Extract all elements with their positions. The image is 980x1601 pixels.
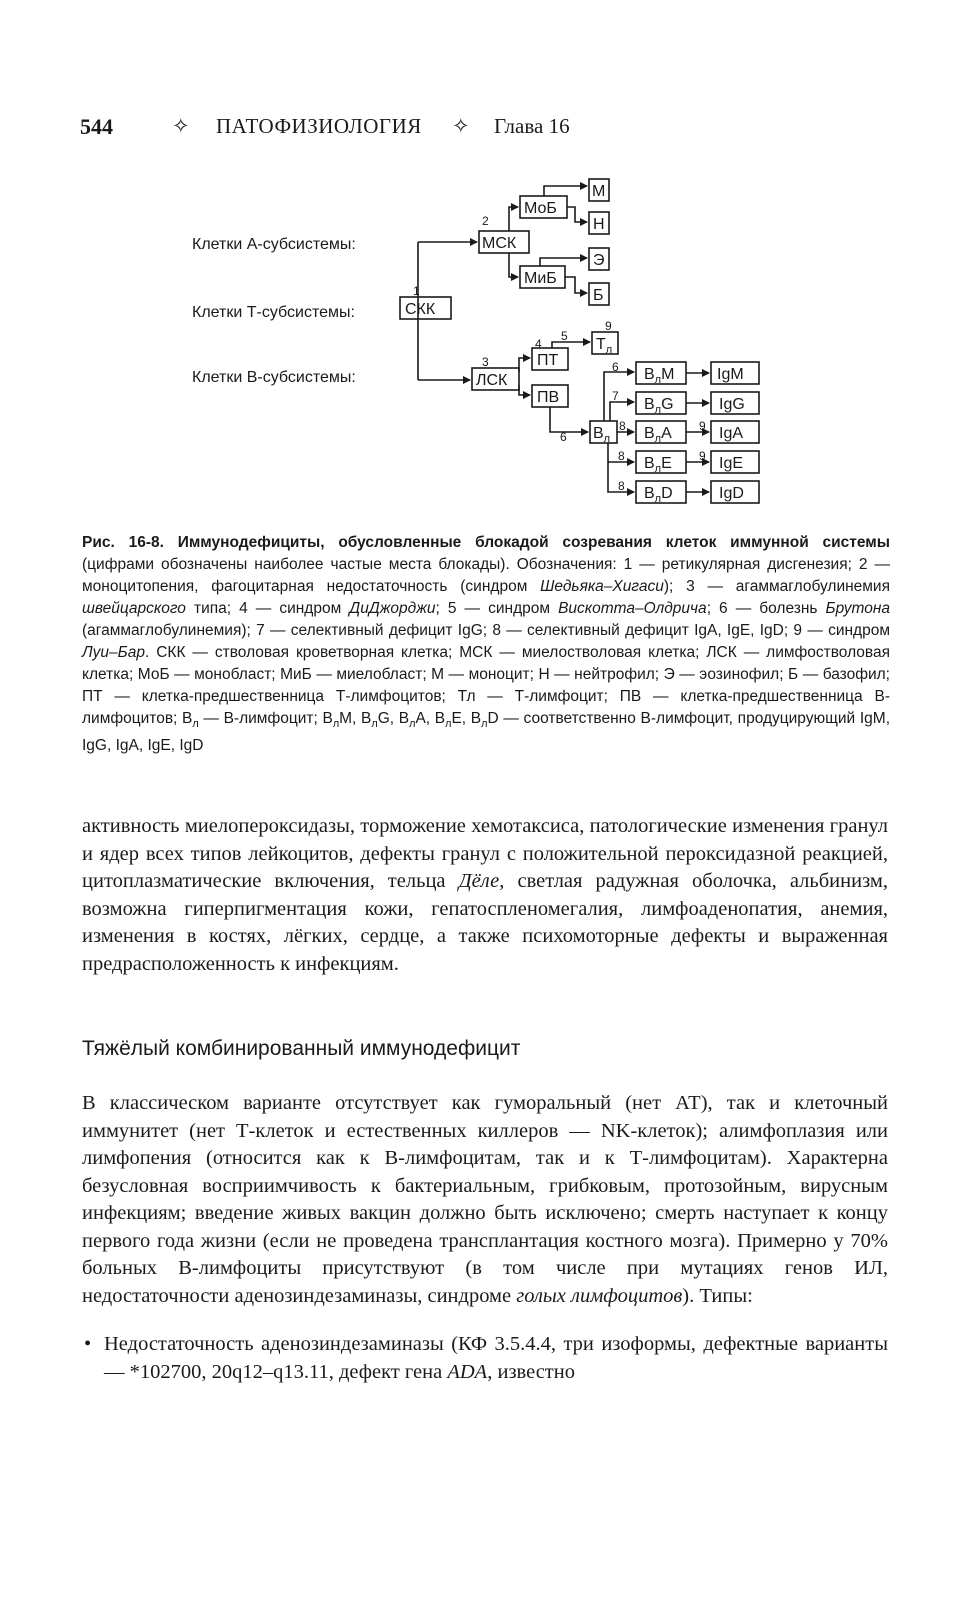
node-msk: МСК [482, 235, 517, 252]
node-lsk: ЛСК [476, 372, 508, 389]
node-igm: IgM [717, 366, 744, 383]
paragraph-italic: голых лимфоцитов [516, 1284, 683, 1307]
header-separator: ✧ [172, 114, 190, 138]
bullet-icon: • [84, 1333, 92, 1355]
caption-text: D — соответственно В-лимфоцит, продуцирующий IgM, IgG, IgA, IgE, IgD [82, 710, 891, 755]
block-number: 8 [618, 479, 625, 493]
node-pt: ПТ [537, 352, 559, 369]
block-number: 1 [413, 284, 420, 298]
caption-italic: Шедьяка–Хигаси [540, 578, 664, 595]
block-number: 6 [612, 360, 619, 374]
node-skk: СКК [405, 301, 436, 318]
caption-italic: швейцарского [82, 600, 186, 617]
row-label-t: Клетки Т-субсистемы: [192, 304, 355, 321]
book-title: ПАТОФИЗИОЛОГИЯ [216, 114, 422, 138]
caption-italic: Брутона [825, 600, 890, 617]
node-igd: IgD [719, 485, 744, 502]
block-number: 8 [618, 449, 625, 463]
block-number: 8 [619, 419, 626, 433]
node-b: Б [593, 287, 604, 304]
block-number: 3 [482, 355, 489, 369]
list-item-text: Недостаточность аденозиндезаминазы (КФ 3.5.4.4, три изоформы, дефектные варианты — *102700, 20q12–q13.11, дефект гена [104, 1333, 888, 1383]
subscript: л [371, 718, 378, 731]
caption-text: A, В [415, 710, 446, 727]
block-number: 6 [560, 430, 567, 444]
caption-text: (агаммаглобулинемия); 7 — селективный дефицит IgG; 8 — селективный дефицит IgA, IgE, IgD; 9 — синдром [82, 622, 890, 639]
caption-title: Рис. 16-8. Иммунодефициты, обусловленные блокадой созревания клеток иммунной системы [82, 534, 890, 551]
section-heading: Тяжёлый комбинированный иммунодефицит [82, 1037, 521, 1060]
node-m: М [592, 183, 606, 200]
caption-text: E, В [451, 710, 482, 727]
subscript: л [481, 718, 488, 731]
immune-maturation-diagram [0, 170, 980, 510]
caption-text: ; 5 — синдром [435, 600, 559, 617]
node-blm: $В_лM$ [644, 366, 675, 386]
node-bld: $В_лD$ [644, 485, 673, 505]
node-pv: ПВ [537, 389, 560, 406]
node-blg: $В_лG$ [644, 396, 674, 416]
figure-caption [82, 532, 890, 757]
block-number: 9 [605, 319, 612, 333]
body-paragraph [82, 813, 888, 978]
caption-text: ); 3 — агаммаглобулинемия [663, 578, 890, 595]
node-bl: $В_л$ [593, 425, 611, 445]
paragraph-text: активность миелопероксидазы, торможение хемотаксиса, патологические изменения гранул и ядер всех типов лейкоцитов, дефекты гранул с положительной пероксидазной реакцией, цитоплазматические включения, тельца [82, 815, 888, 892]
page-number: 544 [80, 114, 113, 139]
block-number: 5 [561, 329, 568, 343]
body-paragraph [82, 1090, 888, 1310]
caption-italic: ДиДжорджи [349, 600, 436, 617]
paragraph-italic: Дёле [458, 870, 500, 892]
block-number: 2 [482, 214, 489, 228]
caption-text: типа; 4 — синдром [185, 600, 350, 617]
block-number: 9 [699, 449, 706, 463]
caption-text: G, В [377, 710, 410, 727]
node-bla: $В_лA$ [644, 425, 672, 445]
paragraph-text: , светлая радужная оболочка, альбинизм, возможна гиперпигментация кожи, гепатоспленомегалия, лимфоаденопатия, анемия, изменения в костях, лёгких, сердце, а также психомоторные дефекты и выраженная предрасположенность к инфекциям. [82, 870, 888, 975]
caption-text: — В-лимфоцит; В [198, 710, 333, 727]
node-iga: IgA [719, 425, 744, 442]
caption-italic: Луи–Бар [82, 644, 145, 661]
header-separator: ✧ [452, 114, 470, 138]
subscript: л [445, 718, 452, 731]
node-n: Н [593, 216, 605, 233]
caption-text: (цифрами обозначены наиболее частые места блокады). Обозначения: 1 — ретикулярная дисгенезия; 2 — моноцитопения, фагоцитарная недостаточность (синдром [82, 556, 890, 595]
caption-text: ; 6 — болезнь [706, 600, 826, 617]
caption-text: M, В [339, 710, 372, 727]
row-label-b: Клетки В-субсистемы: [192, 369, 356, 386]
running-header [80, 114, 900, 148]
caption-italic: Вискотта–Олдрича [558, 600, 707, 617]
caption-text: . СКК — стволовая кроветворная клетка; МСК — миелостволовая клетка; ЛСК — лимфостволовая клетка; МоБ — монобласт; МиБ — миелобласт; М — моноцит; Н — нейтрофил; Э — эозинофил; Б — базофил; ПТ — клетка-предшественница Т-лимфоцитов; Тл — Т-лимфоцит; ПВ — клетка-предшественница В-лимфоцитов; В [82, 644, 890, 727]
paragraph-text: В классическом варианте отсутствует как гуморальный (нет АТ), так и клеточный иммунитет (нет Т-клеток и естественных киллеров — NK-клеток); алимфоплазия или лимфопения (относится как к В-лимфоцитам, так и к Т-лимфоцитам). Характерна безусловная восприимчивость к бактериальным, грибковым, протозойным, вирусным инфекциям; введение живых вакцин должно быть исключено; смерть наступает к концу первого года жизни (если не проведена трансплантация костного мозга). Примерно у 70% больных В-лимфоциты присутствуют (в том числе при мутациях генов ИЛ, недостаточности аденозиндезаминазы, синдроме [82, 1092, 888, 1307]
paragraph-text: ). Типы: [682, 1284, 753, 1307]
node-e: Э [593, 252, 605, 269]
block-number: 4 [535, 337, 542, 351]
node-ble: $В_лE$ [644, 455, 672, 475]
node-igg: IgG [719, 396, 745, 413]
list-item-italic: ADA [447, 1360, 488, 1383]
node-mob: МоБ [524, 200, 557, 217]
node-mib: МиБ [524, 270, 557, 287]
node-ige: IgE [719, 455, 744, 472]
subscript: л [332, 718, 340, 731]
block-number: 7 [612, 389, 619, 403]
list-item [82, 1331, 888, 1386]
list-item-text: , известно [487, 1360, 575, 1383]
row-label-a: Клетки А-субсистемы: [192, 236, 356, 253]
block-number: 9 [699, 419, 706, 433]
node-tl: $Т_л$ [596, 336, 613, 356]
subscript: л [192, 718, 199, 731]
subscript: л [409, 718, 416, 731]
chapter-label: Глава 16 [494, 114, 570, 138]
